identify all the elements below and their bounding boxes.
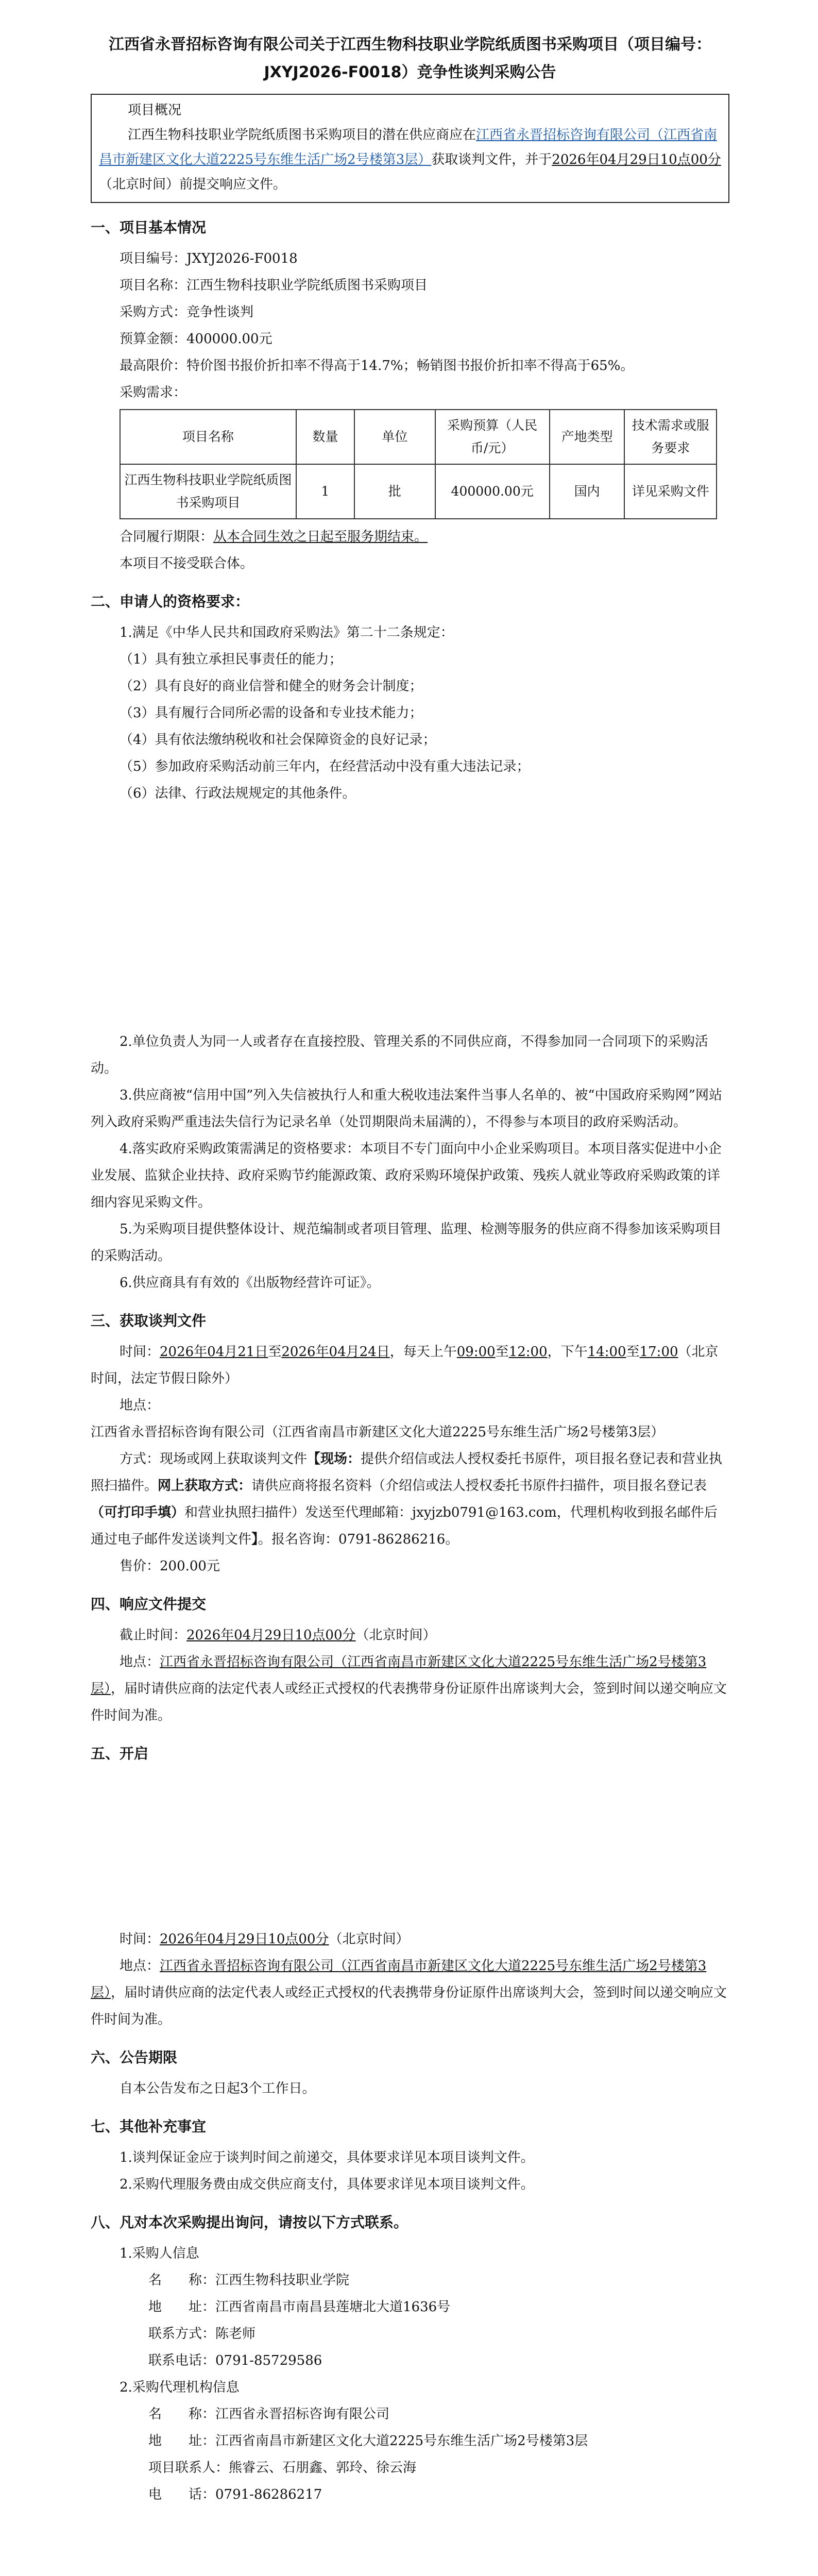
time-end: 2026年04月24日 <box>281 1344 390 1360</box>
page-title: 江西省永晋招标咨询有限公司关于江西生物科技职业学院纸质图书采购项目（项目编号：JXYJ2026-F0018）竞争性谈判采购公告 <box>109 36 711 81</box>
contract-period-label: 合同履行期限： <box>120 529 214 545</box>
am-start: 09:00 <box>456 1344 496 1360</box>
deadline-label: 截止时间： <box>120 1628 187 1643</box>
section-obtain-documents <box>91 1310 729 1580</box>
method-text: 方式：现场或网上获取谈判文件 <box>120 1451 308 1467</box>
project-number: 项目编号：JXYJ2026-F0018 <box>120 251 298 266</box>
requirements-table <box>120 409 717 519</box>
method-online-text: 请供应商将报名资料（介绍信或法人授权委托书原件扫描件，项目报名登记表 <box>251 1478 707 1494</box>
place-label: 地点： <box>120 1654 160 1670</box>
time-tail: （北京时间） <box>329 1931 410 1947</box>
qualification-3: 3.供应商被“信用中国”列入失信被执行人和重大税收违法案件当事人名单的、被“中国政府采购网”网站列入政府采购严重违法失信行为记录名单（处罚期限尚未届满的），不得参与本项目的政府采购活动。 <box>91 1088 722 1130</box>
other-matter: 2.采购代理服务费由成交供应商支付，具体要求详见本项目谈判文件。 <box>120 2177 534 2192</box>
time-tail: （北京时间，法定节假日除外） <box>91 1344 719 1386</box>
time-label: 时间： <box>120 1344 160 1360</box>
budget-amount: 预算金额：400000.00元 <box>120 331 272 347</box>
place-value: 江西省永晋招标咨询有限公司（江西省南昌市新建区文化大道2225号东维生活广场2号楼第3层） <box>91 1958 707 2001</box>
pm-to: 至 <box>626 1344 640 1360</box>
opening-place <box>91 1953 729 2033</box>
section-heading: 八、凡对本次采购提出询问，请按以下方式联系。 <box>91 2214 408 2231</box>
place-value: 江西省永晋招标咨询有限公司（江西省南昌市新建区文化大道2225号东维生活广场2号楼第3层） <box>91 1654 707 1697</box>
deadline-value: 2026年04月29日10点00分 <box>186 1628 356 1643</box>
section-heading: 一、项目基本情况 <box>91 219 207 236</box>
announcement-document <box>91 31 729 2508</box>
table-header: 数量 <box>296 410 354 464</box>
qualification-2: 2.单位负责人为同一人或者存在直接控股、管理关系的不同供应商，不得参加同一合同项下的采购活动。 <box>91 1034 708 1076</box>
section-qualifications <box>91 590 729 1296</box>
qualification-item: （6）法律、行政法规规定的其他条件。 <box>120 786 356 801</box>
consortium-note: 本项目不接受联合体。 <box>120 556 254 571</box>
place-label: 地点： <box>120 1958 160 1974</box>
obtain-place <box>91 1392 729 1446</box>
time-label: 时间： <box>120 1931 160 1947</box>
table-cell: 江西生物科技职业学院纸质图书采购项目 <box>120 464 296 519</box>
buyer-address: 地 址：江西省南昌市南昌县莲塘北大道1636号 <box>148 2299 451 2315</box>
buyer-heading: 1.采购人信息 <box>120 2246 199 2261</box>
overview-text-1: 江西生物科技职业学院纸质图书采购项目的潜在供应商应在 <box>128 127 476 143</box>
section-heading: 五、开启 <box>91 1745 149 1762</box>
method-email-text: 和营业执照扫描件）发送至代理邮箱：jxyjzb0791@163.com，代理机构收到报名邮件后通过电子邮件发送谈判文件 <box>91 1505 718 1547</box>
time-value: 2026年04月29日10点00分 <box>160 1931 329 1947</box>
pm-start: 14:00 <box>587 1344 626 1360</box>
obtain-time <box>91 1338 729 1392</box>
table-row <box>120 464 717 519</box>
am-end: 12:00 <box>508 1344 548 1360</box>
method-onsite-label: 【现场： <box>307 1451 361 1467</box>
overview-address-link[interactable]: 江西省永晋招标咨询有限公司（江西省南昌市新建区文化大道2225号东维生活广场2号楼第3层） <box>99 127 718 167</box>
table-cell: 国内 <box>550 464 625 519</box>
overview-text-3: （北京时间）前提交响应文件。 <box>99 177 287 192</box>
table-header-row <box>120 410 717 464</box>
obtain-method <box>91 1446 729 1553</box>
section-heading: 七、其他补充事宜 <box>91 2118 207 2135</box>
table-cell: 批 <box>354 464 435 519</box>
opening-time <box>91 1926 729 1953</box>
place-value: 江西省永晋招标咨询有限公司（江西省南昌市新建区文化大道2225号东维生活广场2号楼第3层） <box>91 1425 664 1440</box>
section-notice-period <box>91 2046 729 2102</box>
other-matter: 1.谈判保证金应于谈判时间之前递交，具体要求详见本项目谈判文件。 <box>120 2150 534 2165</box>
place-tail: ，届时请供应商的法定代表人或经正式授权的代表携带身份证原件出席谈判大会，签到时间以递交响应文件时间为准。 <box>91 1985 727 2027</box>
submission-deadline <box>91 1622 729 1649</box>
method-onsite-text: 提供介绍信或法人授权委托书原件，项目报名登记表和营业执照扫描件。 <box>91 1451 723 1494</box>
overview-heading: 项目概况 <box>128 103 182 118</box>
time-mid: ，每天上午 <box>389 1344 457 1360</box>
qualification-item: （2）具有良好的商业信誉和健全的财务会计制度； <box>120 679 423 694</box>
submission-place <box>91 1649 729 1729</box>
section-submission <box>91 1593 729 1729</box>
table-header: 项目名称 <box>120 410 296 464</box>
place-tail: ，届时请供应商的法定代表人或经正式授权的代表携带身份证原件出席谈判大会，签到时间以递交响应文件时间为准。 <box>91 1681 727 1723</box>
buyer-name: 名 称：江西生物科技职业学院 <box>148 2273 350 2288</box>
section-heading: 三、获取谈判文件 <box>91 1312 207 1329</box>
price-limit: 最高限价：特价图书报价折扣率不得高于14.7%；畅销图书报价折扣率不得高于65%。 <box>120 358 634 374</box>
section-heading: 六、公告期限 <box>91 2049 178 2066</box>
method-bracket-close: 】 <box>251 1532 259 1547</box>
am-to: 至 <box>495 1344 509 1360</box>
agent-name: 名 称：江西省永晋招标咨询有限公司 <box>148 2406 390 2422</box>
section-heading: 四、响应文件提交 <box>91 1596 207 1613</box>
method-online-label: 网上获取方式： <box>158 1478 252 1494</box>
overview-box <box>91 94 729 203</box>
place-label: 地点： <box>120 1398 160 1413</box>
section-heading: 二、申请人的资格要求： <box>91 593 250 610</box>
method-handwrite-note: （可打印手填） <box>91 1505 185 1520</box>
agent-address: 地 址：江西省南昌市新建区文化大道2225号东维生活广场2号楼第3层 <box>148 2433 588 2449</box>
requirements-label: 采购需求： <box>120 385 187 400</box>
pm-end: 17:00 <box>639 1344 678 1360</box>
table-header: 技术需求或服务要求 <box>624 410 717 464</box>
qualification-1: 1.满足《中华人民共和国政府采购法》第二十二条规定： <box>120 625 454 640</box>
section-other-matters <box>91 2115 729 2198</box>
qualification-item: （3）具有履行合同所必需的设备和专业技术能力； <box>120 705 423 721</box>
contract-period-value: 从本合同生效之日起至服务期结束。 <box>213 529 428 545</box>
agent-phone: 电 话：0791-86286217 <box>148 2487 322 2502</box>
qualification-5: 5.为采购项目提供整体设计、规范编制或者项目管理、监理、检测等服务的供应商不得参加该采购项目的采购活动。 <box>91 1222 722 1264</box>
qualification-item: （1）具有独立承担民事责任的能力； <box>120 652 343 667</box>
section-opening <box>91 1742 729 2033</box>
pm-mid: ，下午 <box>547 1344 588 1360</box>
qualification-6: 6.供应商具有有效的《出版物经营许可证》。 <box>120 1275 380 1291</box>
table-header: 产地类型 <box>550 410 625 464</box>
section-contacts <box>91 2211 729 2508</box>
table-cell: 详见采购文件 <box>624 464 717 519</box>
qualification-4: 4.落实政府采购政策需满足的资格要求：本项目不专门面向中小企业采购项目。本项目落实促进中小企业发展、监狱企业扶持、政府采购节约能源政策、政府采购环境保护政策、残疾人就业等政府采购政策的详细内容见采购文件。 <box>91 1141 722 1210</box>
method-consult: 。报名咨询：0791-86286216。 <box>258 1532 459 1547</box>
buyer-contact: 联系方式：陈老师 <box>148 2326 256 2342</box>
table-cell: 1 <box>296 464 354 519</box>
table-cell: 400000.00元 <box>435 464 550 519</box>
project-name: 项目名称：江西生物科技职业学院纸质图书采购项目 <box>120 278 428 293</box>
overview-deadline: 2026年04月29日10点00分 <box>552 152 721 167</box>
document-price: 售价：200.00元 <box>120 1558 220 1574</box>
procurement-method: 采购方式：竞争性谈判 <box>120 304 254 320</box>
overview-text <box>99 123 721 197</box>
qualification-item: （5）参加政府采购活动前三年内，在经营活动中没有重大违法记录； <box>120 759 530 774</box>
agent-contact: 项目联系人：熊睿云、石朋鑫、郭玲、徐云海 <box>148 2460 417 2476</box>
buyer-phone: 联系电话：0791-85729586 <box>148 2353 322 2368</box>
table-header: 采购预算（人民币/元） <box>435 410 550 464</box>
contract-period <box>91 523 729 550</box>
time-to: 至 <box>268 1344 282 1360</box>
deadline-tail: （北京时间） <box>355 1628 436 1643</box>
section-project-info <box>91 216 729 577</box>
qualification-item: （4）具有依法缴纳税收和社会保障资金的良好记录； <box>120 732 436 748</box>
blank-space <box>91 807 729 1028</box>
time-start: 2026年04月21日 <box>160 1344 268 1360</box>
table-header: 单位 <box>354 410 435 464</box>
notice-period-text: 自本公告发布之日起3个工作日。 <box>120 2081 316 2096</box>
overview-text-2: 获取谈判文件，并于 <box>431 152 552 167</box>
agent-heading: 2.采购代理机构信息 <box>120 2380 240 2395</box>
blank-space <box>91 1771 729 1926</box>
